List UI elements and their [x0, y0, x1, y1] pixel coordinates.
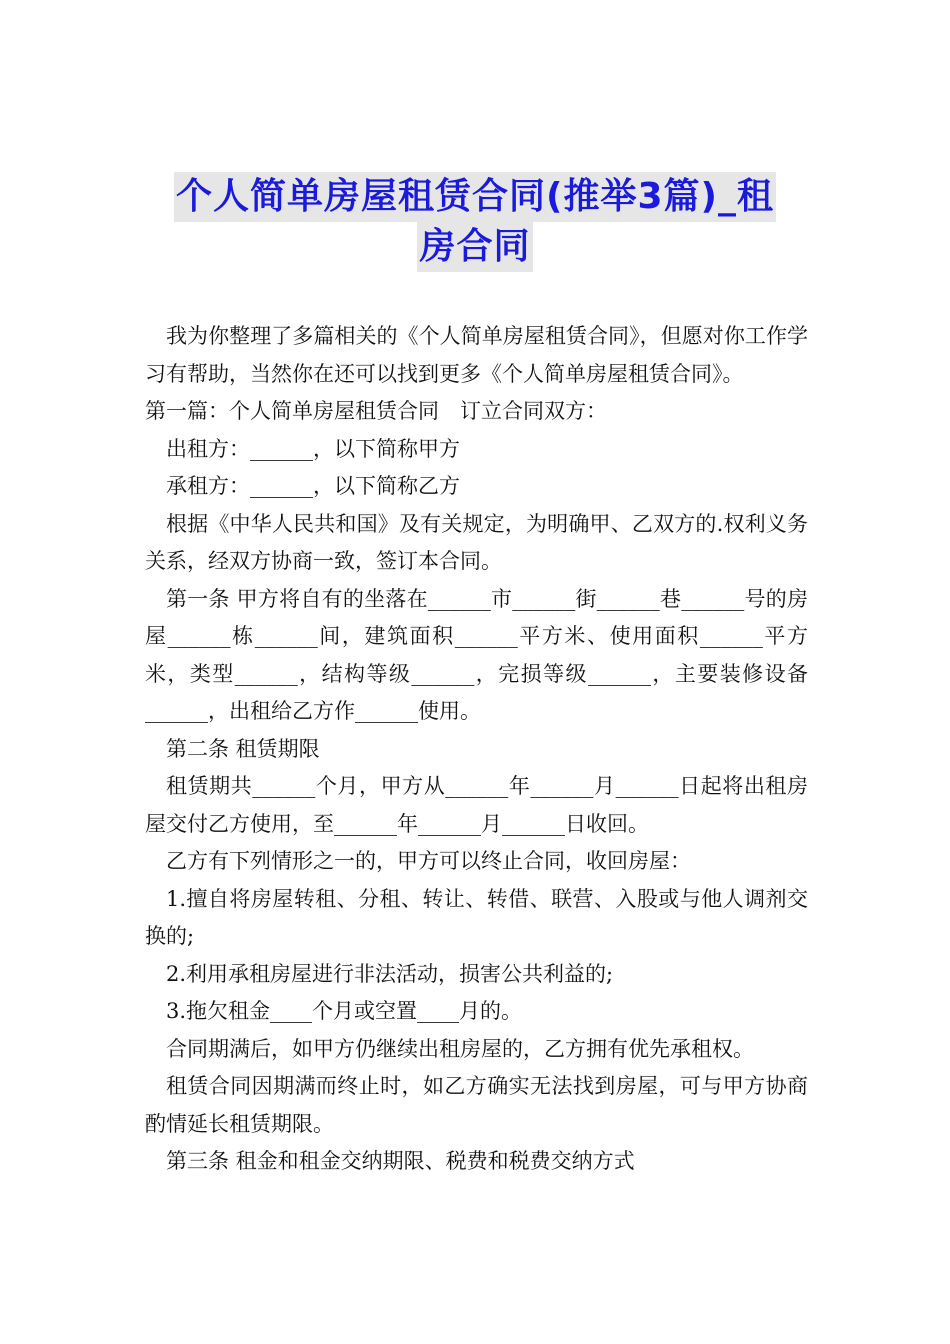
lessor-line: 出租方：______，以下简称甲方: [166, 436, 460, 461]
lease-term-paragraph: 租赁期共______个月，甲方从______年______月______日起将出租房屋交付乙方使用，至______年______月______日收回。: [145, 774, 808, 836]
basis-paragraph: 根据《中华人民共和国》及有关规定，为明确甲、乙双方的.权利义务关系，经双方协商一致，签订本合同。: [145, 511, 808, 573]
document-title: [0, 172, 950, 272]
extension-paragraph: 租赁合同因期满而终止时，如乙方确实无法找到房屋，可与甲方协商酌情延长租赁期限。: [145, 1074, 808, 1136]
title-line-1: 个人简单房屋租赁合同(推举3篇)_租: [174, 172, 776, 222]
section-heading-first: 第一篇：个人简单房屋租赁合同 订立合同双方：: [145, 399, 607, 423]
document-body: [145, 318, 808, 1181]
lessee-line: 承租方：______，以下简称乙方: [166, 474, 460, 498]
termination-item-2: 2.利用承租房屋进行非法活动，损害公共利益的;: [166, 961, 614, 986]
article-1: 第一条 甲方将自有的坐落在______市______街______巷______号的房屋______栋______间，建筑面积______平方米、使用面积______平方米，类型______，结构等级______，完损等级______，主要装修设备______，出租给乙方作______使用。: [145, 586, 808, 723]
article-2-heading: 第二条 租赁期限: [166, 736, 320, 761]
priority-paragraph: 合同期满后，如甲方仍继续出租房屋的，乙方拥有优先承租权。: [166, 1036, 754, 1061]
termination-intro: 乙方有下列情形之一的，甲方可以终止合同，收回房屋：: [166, 849, 691, 873]
termination-item-3: 3.拖欠租金____个月或空置____月的。: [166, 999, 523, 1023]
termination-item-1: 1.擅自将房屋转租、分租、转让、转借、联营、入股或与他人调剂交换的;: [145, 886, 808, 948]
intro-paragraph: 我为你整理了多篇相关的《个人简单房屋租赁合同》，但愿对你工作学习有帮助，当然你在还可以找到更多《个人简单房屋租赁合同》。: [145, 324, 808, 386]
article-3-heading: 第三条 租金和租金交纳期限、税费和税费交纳方式: [166, 1149, 635, 1173]
title-line-2: 房合同: [417, 222, 532, 272]
